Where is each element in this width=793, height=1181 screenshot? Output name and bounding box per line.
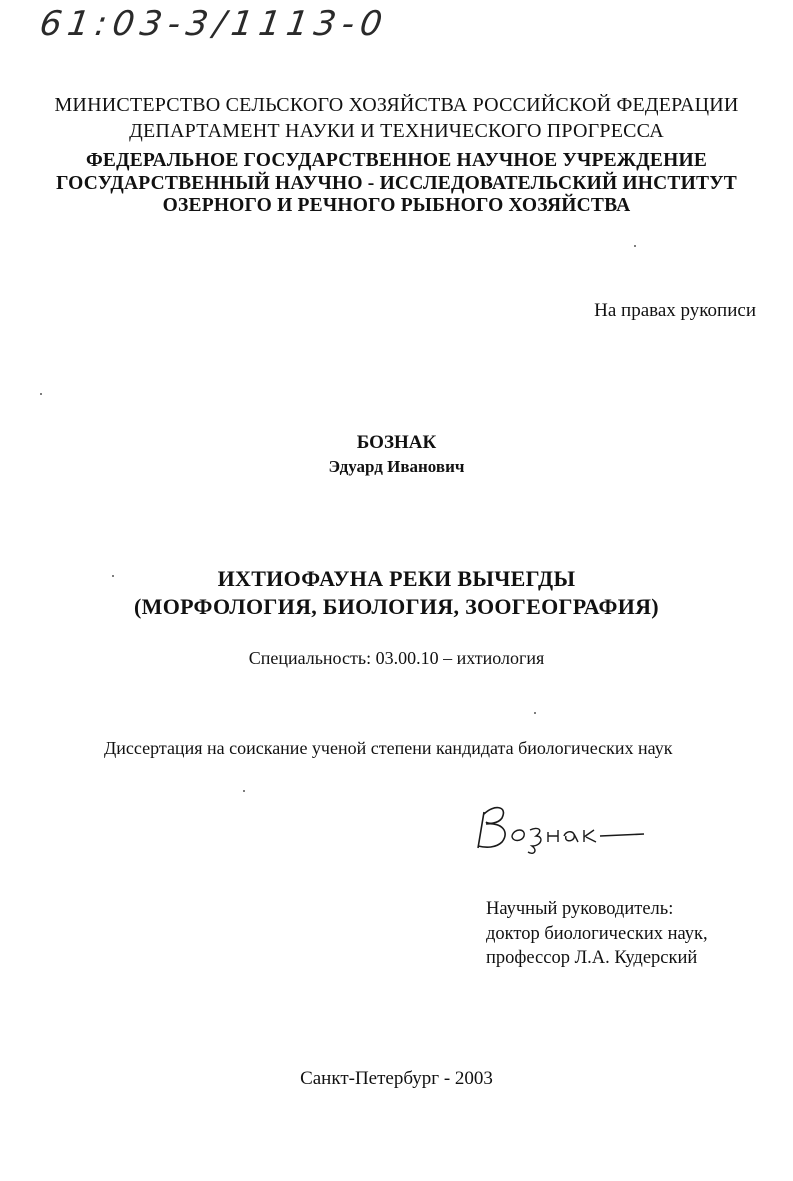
scan-speck (40, 393, 42, 395)
scan-speck (243, 790, 245, 792)
specialty: Специальность: 03.00.10 – ихтиология (248, 648, 545, 668)
author-surname: БОЗНАК (356, 432, 437, 453)
institution-line-1: ФЕДЕРАЛЬНОЕ ГОСУДАРСТВЕННОЕ НАУЧНОЕ УЧРЕЖДЕНИЕ (85, 150, 708, 171)
institution-line-3: ОЗЕРНОГО И РЕЧНОГО РЫБНОГО ХОЗЯЙСТВА (162, 195, 631, 216)
handwritten-archive-code: 61:03-3/1113-0 (37, 4, 391, 44)
supervisor-label: Научный руководитель: (486, 899, 674, 919)
ministry-name: МИНИСТЕРСТВО СЕЛЬСКОГО ХОЗЯЙСТВА РОССИЙСКОЙ ФЕДЕРАЦИИ (54, 94, 739, 116)
city-year: Санкт-Петербург - 2003 (300, 1068, 493, 1089)
thesis-title-line-2: (МОРФОЛОГИЯ, БИОЛОГИЯ, ЗООГЕОГРАФИЯ) (134, 594, 659, 619)
scan-speck (634, 245, 636, 247)
thesis-title-line-1: ИХТИОФАУНА РЕКИ ВЫЧЕГДЫ (217, 566, 576, 591)
dissertation-degree: Диссертация на соискание ученой степени кандидата биологических наук (104, 738, 673, 758)
institution-line-2: ГОСУДАРСТВЕННЫЙ НАУЧНО - ИССЛЕДОВАТЕЛЬСКИЙ ИНСТИТУТ (56, 173, 737, 194)
scan-speck (112, 575, 114, 577)
department-name: ДЕПАРТАМЕНТ НАУКИ И ТЕХНИЧЕСКОГО ПРОГРЕССА (129, 120, 664, 142)
author-name: Эдуард Иванович (328, 457, 465, 476)
manuscript-note: На правах рукописи (594, 300, 756, 321)
scan-speck (534, 712, 536, 714)
supervisor-name: профессор Л.А. Кудерский (486, 948, 698, 968)
author-signature (472, 800, 652, 860)
scientific-supervisor (486, 897, 708, 971)
supervisor-degree: доктор биологических наук, (486, 923, 708, 944)
